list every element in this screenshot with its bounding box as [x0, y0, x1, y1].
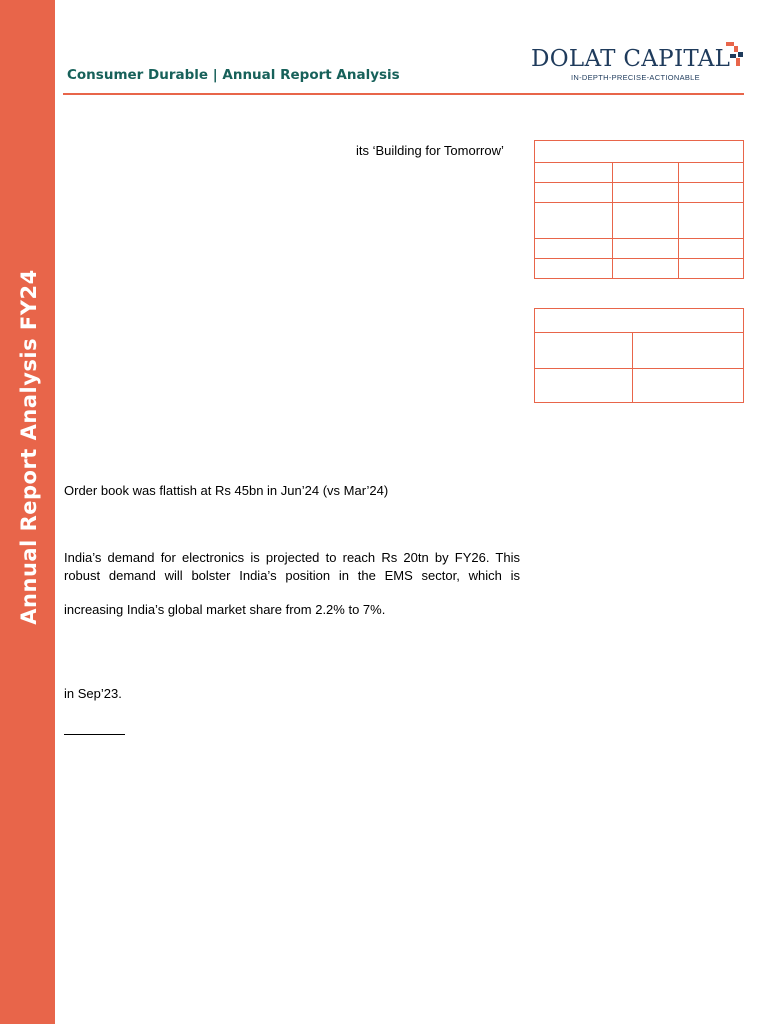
- table-cell: [535, 163, 613, 183]
- table-cell: [535, 258, 613, 278]
- body-paragraph-line: India’s demand for electronics is projected to reach Rs 20tn by FY26. This: [64, 550, 520, 565]
- table-cell: [633, 368, 744, 402]
- body-text-line: in Sep’23.: [64, 686, 122, 701]
- table-cell: [535, 368, 633, 402]
- company-logo: [531, 40, 744, 85]
- table-cell: [613, 258, 679, 278]
- body-paragraph-line: robust demand will bolster India’s position in the EMS sector, which is: [64, 568, 520, 583]
- table-cell: [535, 183, 613, 203]
- table-header-cell: [535, 141, 744, 163]
- body-text-line: Order book was flattish at Rs 45bn in Jun’24 (vs Mar’24): [64, 483, 389, 498]
- table-cell: [613, 163, 679, 183]
- table-cell: [613, 183, 679, 203]
- table-cell: [535, 238, 613, 258]
- table-cell: [679, 238, 744, 258]
- table-cell: [679, 183, 744, 203]
- table-cell: [633, 333, 744, 368]
- table-cell: [679, 163, 744, 183]
- header-divider: [63, 93, 744, 95]
- logo-tagline: IN-DEPTH-PRECISE-ACTIONABLE: [571, 73, 700, 82]
- data-table-2: [534, 308, 744, 403]
- footnote-divider: [64, 734, 125, 735]
- table-cell: [613, 238, 679, 258]
- logo-wordmark: DOLAT CAPITAL: [531, 46, 731, 72]
- sidebar-band: [0, 0, 55, 1024]
- body-text-line: its ‘Building for Tomorrow’: [356, 143, 504, 158]
- table-cell: [613, 203, 679, 238]
- logo-mark-icon: [722, 42, 744, 68]
- table-cell: [535, 203, 613, 238]
- sidebar-label: Annual Report Analysis FY24: [17, 269, 41, 625]
- table-cell: [679, 258, 744, 278]
- body-paragraph-line: increasing India’s global market share from 2.2% to 7%.: [64, 602, 386, 617]
- table-cell: [535, 333, 633, 368]
- table-cell: [679, 203, 744, 238]
- data-table-1: [534, 140, 744, 279]
- page-header-title: Consumer Durable | Annual Report Analysis: [67, 67, 400, 83]
- table-header-cell: [535, 309, 744, 333]
